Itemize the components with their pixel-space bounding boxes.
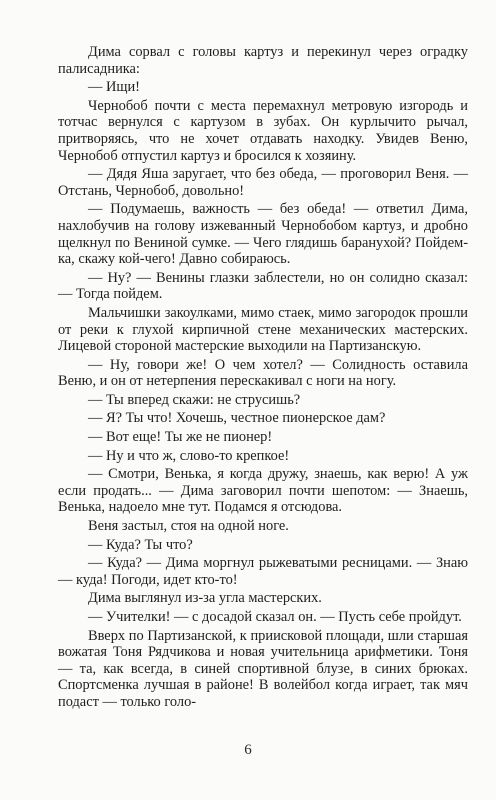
paragraph: — Вот еще! Ты же не пионер! bbox=[88, 429, 273, 446]
paragraph: — Учителки! — с досадой сказал он. — Пусть себе пройдут. bbox=[88, 609, 462, 625]
paragraph: — Ты вперед скажи: не струсишь? bbox=[88, 391, 301, 408]
paragraph: — Смотри, Венька, я когда дружу, знаешь, как верю! А уж если продать... — Дима заговорил почти шепотом: — Знаешь, Венька, надоело мне тут. Подамся я отсюдова. bbox=[58, 466, 468, 516]
paragraph: Дима выглянул из-за угла мастерских. bbox=[88, 590, 322, 607]
body-text bbox=[58, 44, 468, 713]
paragraph: — Я? Ты что! Хочешь, честное пионерское дам? bbox=[88, 410, 386, 427]
paragraph: — Ну и что ж, слово-то крепкое! bbox=[88, 447, 290, 464]
paragraph: Веня застыл, стоя на одной ноге. bbox=[88, 518, 289, 535]
paragraph: — Ну? — Венины глазки заблестели, но он солидно сказал: — Тогда пойдем. bbox=[58, 269, 468, 303]
paragraph: Вверх по Партизанской, к приисковой площади, шли старшая вожатая Тоня Рядчикова и новая учительница арифметики. Тоня — та, как всегда, в синей спортивной блузе, в синих брюках. Спортсменка лучшая в районе! В волейбол когда играет, так мяч подаст — только голо- bbox=[58, 627, 468, 710]
paragraph: — Ну, говори же! О чем хотел? — Солидность оставила Веню, и он от нетерпения перескакивал с ноги на ногу. bbox=[58, 356, 468, 390]
paragraph: — Ищи! bbox=[88, 79, 140, 96]
paragraph: Чернобоб почти с места перемахнул метровую изгородь и тотчас вернулся с картузом в зубах. Он курлычито рычал, притворяясь, что не хочет отдавать находку. Увидев Веню, Чернобоб отпустил картуз и бросился к хозяину. bbox=[58, 97, 468, 164]
paragraph: — Дядя Яша заругает, что без обеда, — проговорил Веня. — Отстань, Чернобоб, довольно! bbox=[58, 166, 468, 199]
paragraph: — Подумаешь, важность — без обеда! — ответил Дима, нахлобучив на голову изжеванный Чернобобом картуз, и дробно щелкнул по Вениной сумке. — Чего глядишь баранухой? Пойдем-ка, скажу кой-чего! Давно собираюсь. bbox=[58, 201, 468, 268]
page-number: 6 bbox=[244, 742, 252, 758]
paragraph: — Куда? — Дима моргнул рыжеватыми ресницами. — Знаю — куда! Погоди, идет кто-то! bbox=[58, 555, 468, 588]
paragraph: Дима сорвал с головы картуз и перекинул через оградку палисадника: bbox=[58, 44, 468, 77]
paragraph: — Куда? Ты что? bbox=[88, 536, 193, 553]
paragraph: Мальчишки закоулками, мимо стаек, мимо загородок прошли от реки к глухой кирпичной стене механических мастерских. Лицевой стороной мастерские выходили на Партизанскую. bbox=[58, 304, 468, 355]
